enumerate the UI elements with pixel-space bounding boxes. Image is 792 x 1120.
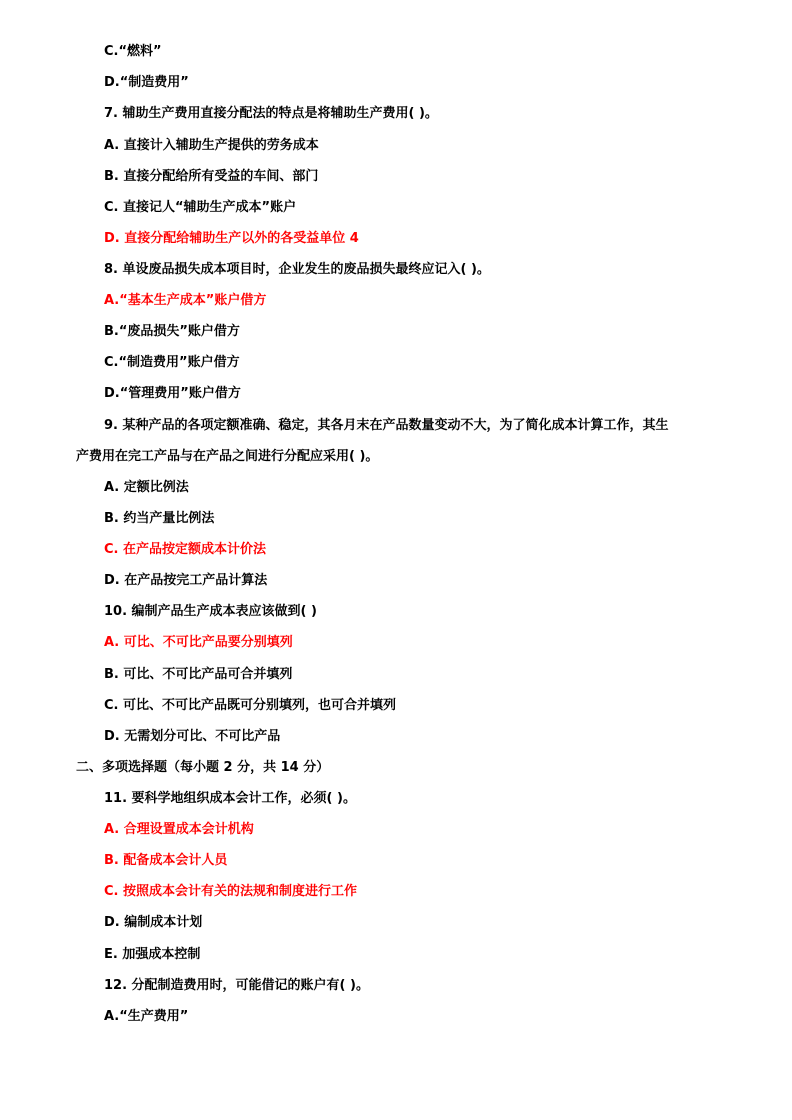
option-line: A. 直接计入辅助生产提供的劳务成本 <box>104 138 319 153</box>
option-line: C.“制造费用”账户借方 <box>104 355 240 370</box>
question-9-continued: 产费用在完工产品与在产品之间进行分配应采用( )。 <box>76 449 379 464</box>
answer-option-line: A.“基本生产成本”账户借方 <box>104 293 267 308</box>
option-line: D. 无需划分可比、不可比产品 <box>104 729 281 744</box>
answer-option-line: B. 配备成本会计人员 <box>104 853 228 868</box>
option-line: D.“管理费用”账户借方 <box>104 386 241 401</box>
question-12: 12. 分配制造费用时，可能借记的账户有( )。 <box>104 978 369 993</box>
answer-option-line: C. 在产品按定额成本计价法 <box>104 542 267 557</box>
option-line: B. 约当产量比例法 <box>104 511 215 526</box>
answer-option-line: A. 可比、不可比产品要分别填列 <box>104 635 293 650</box>
option-line: D.“制造费用” <box>104 75 189 90</box>
answer-option-line: D. 直接分配给辅助生产以外的各受益单位 4 <box>104 231 359 246</box>
question-11: 11. 要科学地组织成本会计工作，必须( )。 <box>104 791 356 806</box>
question-7: 7. 辅助生产费用直接分配法的特点是将辅助生产费用( )。 <box>104 106 438 121</box>
question-9: 9. 某种产品的各项定额准确、稳定，其各月末在产品数量变动不大，为了简化成本计算工作，其生 <box>104 418 669 433</box>
option-line: D. 编制成本计划 <box>104 915 203 930</box>
option-line: E. 加强成本控制 <box>104 947 201 962</box>
option-line: B.“废品损失”账户借方 <box>104 324 240 339</box>
question-8: 8. 单设废品损失成本项目时，企业发生的废品损失最终应记入( )。 <box>104 262 490 277</box>
option-line: D. 在产品按完工产品计算法 <box>104 573 268 588</box>
option-line: A. 定额比例法 <box>104 480 189 495</box>
option-line: B. 直接分配给所有受益的车间、部门 <box>104 169 319 184</box>
option-line: C. 直接记人“辅助生产成本”账户 <box>104 200 297 215</box>
option-line: B. 可比、不可比产品可合并填列 <box>104 667 293 682</box>
option-line: C.“燃料” <box>104 44 162 59</box>
option-line: A.“生产费用” <box>104 1009 189 1024</box>
section-heading: 二、多项选择题（每小题 2 分，共 14 分） <box>76 760 330 775</box>
answer-option-line: A. 合理设置成本会计机构 <box>104 822 254 837</box>
question-10: 10. 编制产品生产成本表应该做到( ) <box>104 604 317 619</box>
answer-option-line: C. 按照成本会计有关的法规和制度进行工作 <box>104 884 358 899</box>
option-line: C. 可比、不可比产品既可分别填列，也可合并填列 <box>104 698 397 713</box>
